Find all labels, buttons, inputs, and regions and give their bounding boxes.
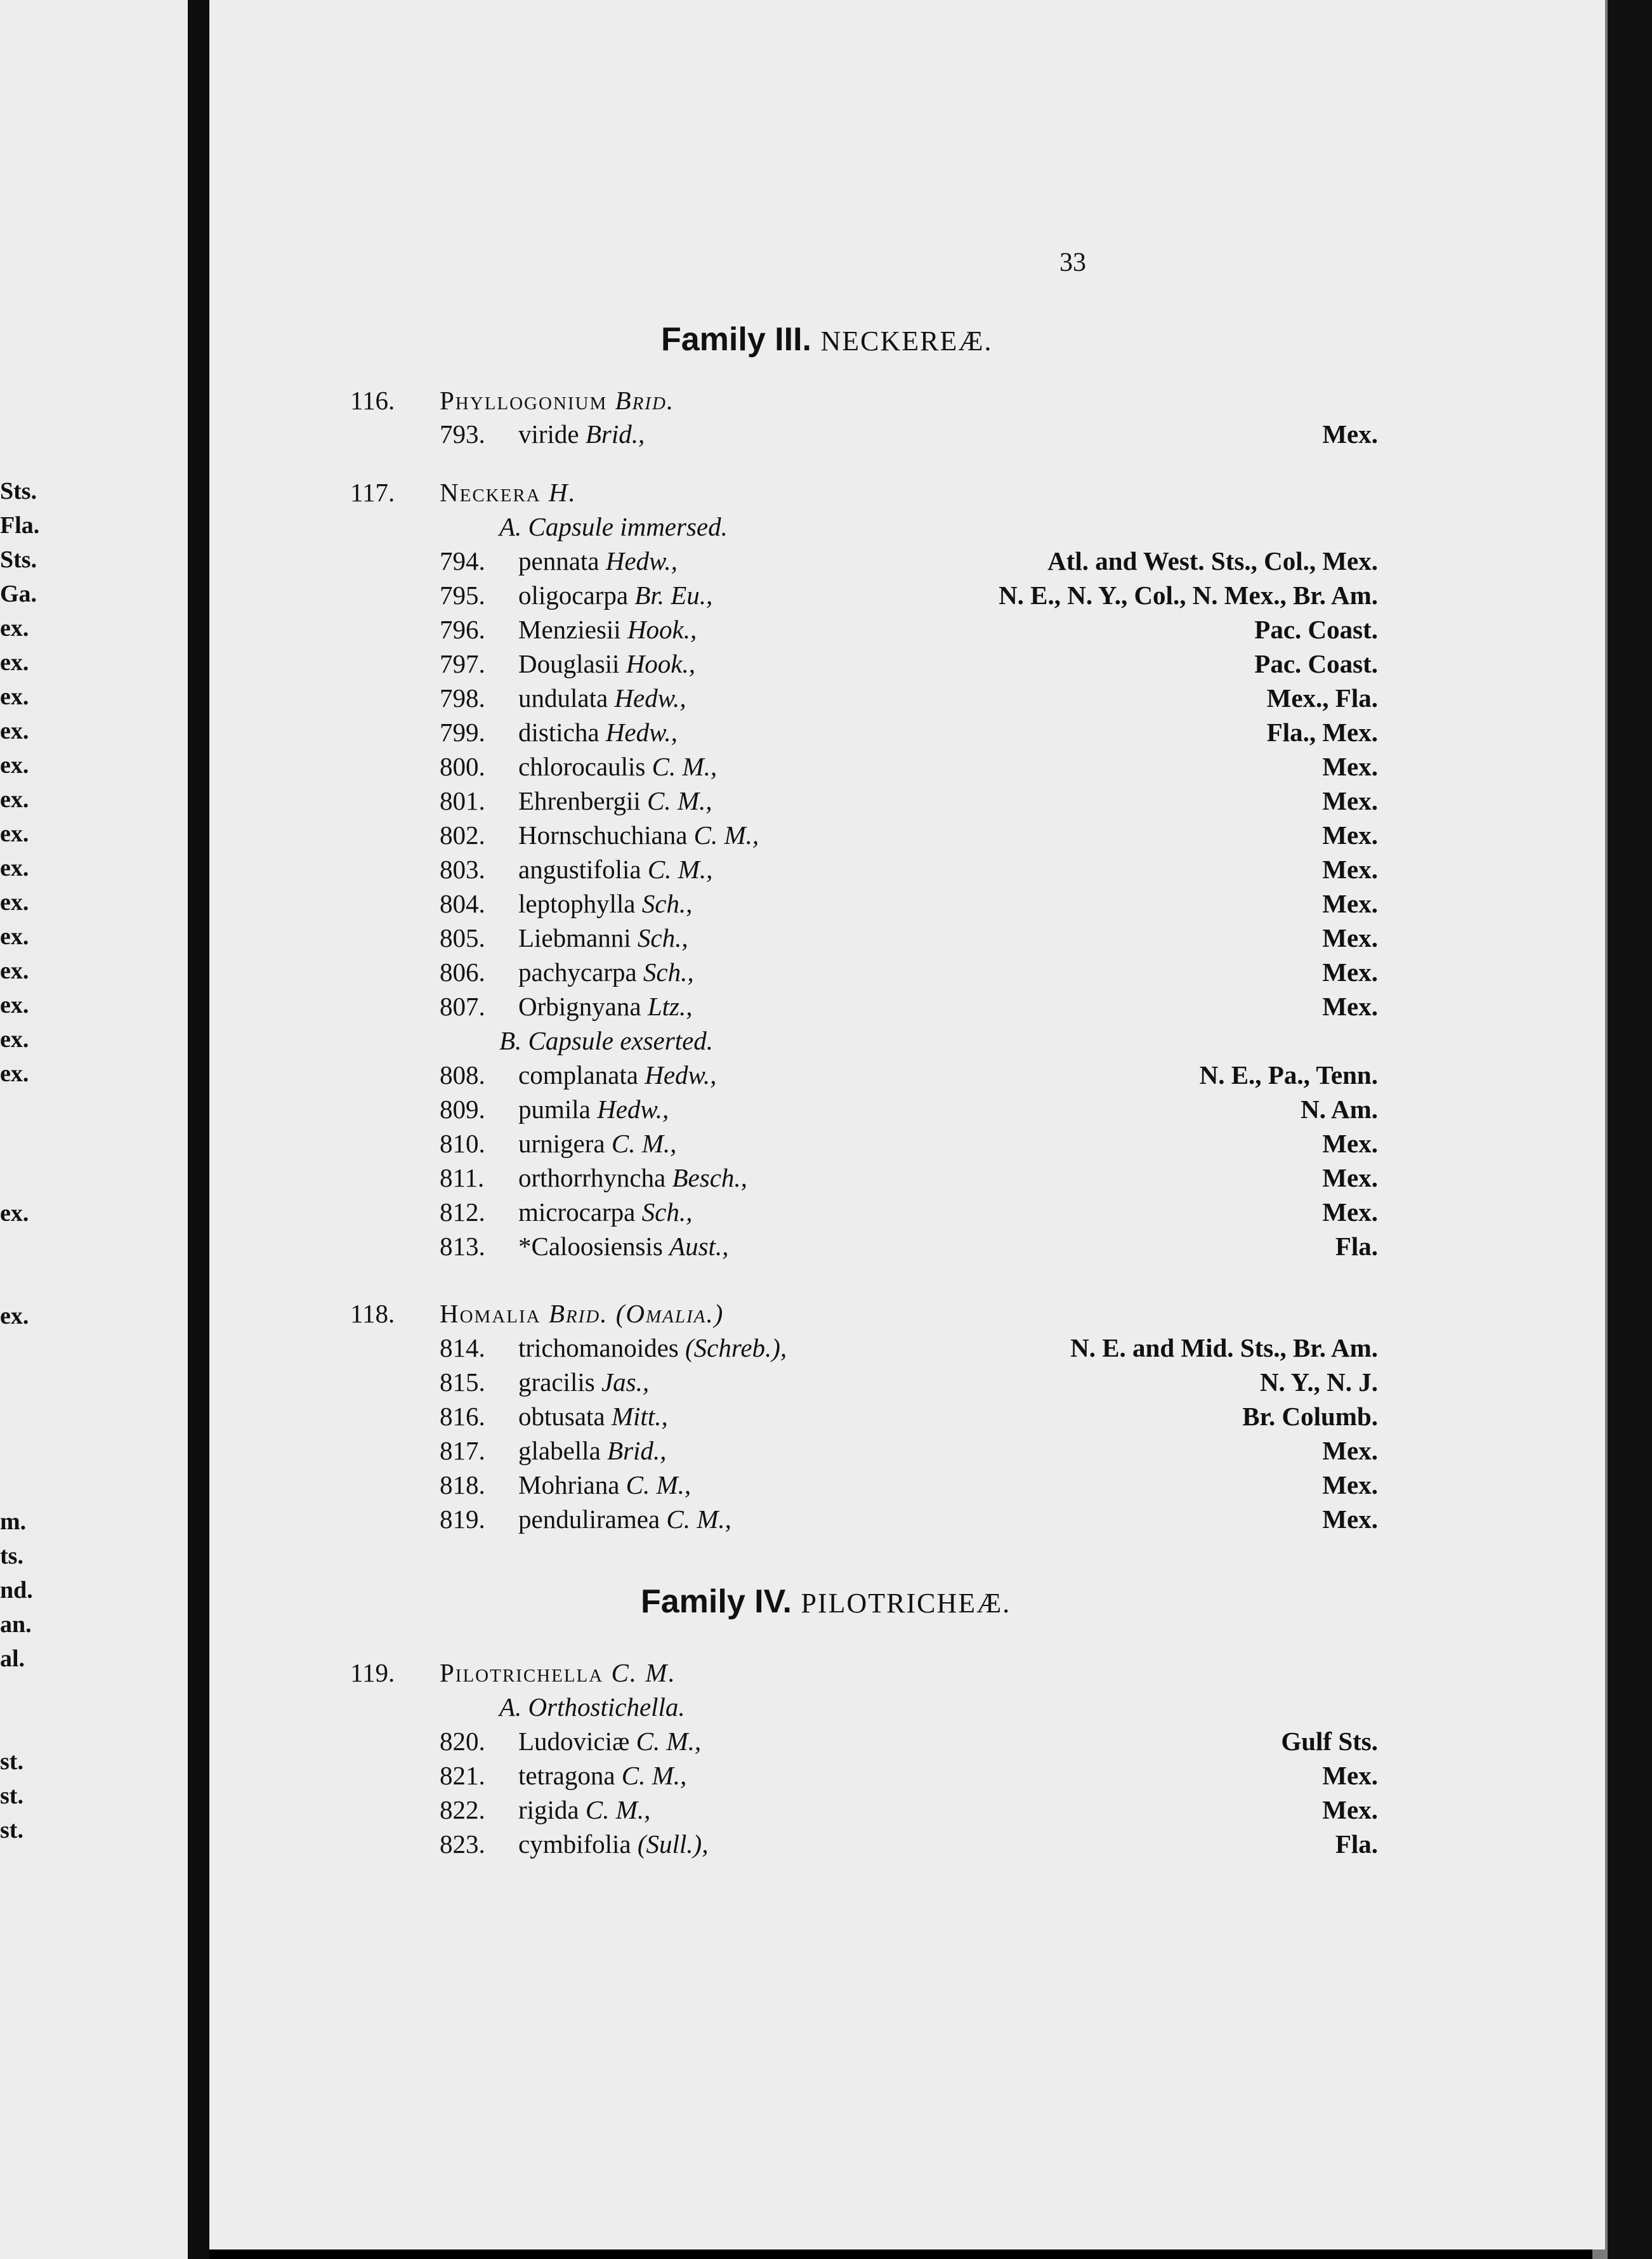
genus-row xyxy=(350,385,1378,418)
species-name: Hornschuchiana C. M., xyxy=(518,820,759,850)
genus-row xyxy=(350,1657,1378,1690)
family-heading xyxy=(661,320,992,359)
margin-fragment: Fla. xyxy=(0,512,40,539)
margin-fragment: ex. xyxy=(0,649,29,676)
distribution: N. Y., N. J. xyxy=(1259,1367,1378,1397)
margin-fragment: Ga. xyxy=(0,581,37,607)
genus-author: H. xyxy=(548,478,577,507)
genus-row xyxy=(350,477,1378,510)
genus-number: 119. xyxy=(350,1658,395,1687)
species-name: urnigera C. M., xyxy=(518,1129,677,1158)
species-name: disticha Hedw., xyxy=(518,718,678,747)
distribution: Mex. xyxy=(1322,958,1378,987)
distribution: Mex. xyxy=(1322,752,1378,781)
species-number: 805. xyxy=(440,923,485,952)
species-row xyxy=(350,1504,1378,1537)
species-number: 821. xyxy=(440,1761,485,1790)
species-name: Liebmanni Sch., xyxy=(518,923,688,952)
species-number: 803. xyxy=(440,855,485,884)
distribution: N. E. and Mid. Sts., Br. Am. xyxy=(1070,1333,1378,1362)
margin-fragment: st. xyxy=(0,1817,23,1843)
genus-number: 118. xyxy=(350,1299,395,1328)
species-row xyxy=(350,683,1378,716)
margin-fragment: ex. xyxy=(0,923,29,950)
page-number: 33 xyxy=(1059,248,1086,277)
species-row xyxy=(350,991,1378,1024)
species-name: Douglasii Hook., xyxy=(518,649,695,678)
species-name: oligocarpa Br. Eu., xyxy=(518,581,713,610)
margin-fragment: al. xyxy=(0,1645,25,1672)
species-number: 810. xyxy=(440,1129,485,1158)
species-row xyxy=(350,957,1378,990)
species-name: pumila Hedw., xyxy=(518,1095,669,1124)
species-number: 813. xyxy=(440,1232,485,1261)
species-name: Ludoviciæ C. M., xyxy=(518,1727,702,1756)
margin-fragment: ex. xyxy=(0,752,29,779)
species-number: 795. xyxy=(440,581,485,610)
species-row xyxy=(350,1726,1378,1759)
species-name: Orbignyana Ltz., xyxy=(518,992,693,1021)
species-row xyxy=(350,888,1378,921)
species-number: 806. xyxy=(440,958,485,987)
species-number: 808. xyxy=(440,1060,485,1090)
species-row xyxy=(350,546,1378,579)
distribution: Mex. xyxy=(1322,820,1378,850)
genus-name: Pilotrichella C. M. xyxy=(440,1658,676,1687)
species-row xyxy=(350,1795,1378,1828)
distribution: Br. Columb. xyxy=(1242,1402,1378,1431)
species-row xyxy=(350,786,1378,819)
genus-name: Homalia Brid. (Omalia.) xyxy=(440,1299,724,1328)
margin-fragment: m. xyxy=(0,1508,27,1535)
distribution: Fla. xyxy=(1335,1232,1378,1261)
distribution: Mex. xyxy=(1322,1197,1378,1227)
species-row xyxy=(350,614,1378,647)
species-name: Ehrenbergii C. M., xyxy=(518,786,712,815)
species-row xyxy=(350,751,1378,784)
subsection-label: A. Capsule immersed. xyxy=(499,512,728,541)
species-name: orthorrhyncha Besch., xyxy=(518,1163,747,1192)
species-number: 823. xyxy=(440,1829,485,1859)
distribution: Mex. xyxy=(1322,1795,1378,1824)
species-number: 811. xyxy=(440,1163,485,1192)
species-row xyxy=(350,1401,1378,1434)
distribution: Fla., Mex. xyxy=(1266,718,1378,747)
margin-fragment: nd. xyxy=(0,1577,33,1604)
species-number: 794. xyxy=(440,546,485,576)
species-number: 797. xyxy=(440,649,485,678)
book-page xyxy=(209,0,1605,2249)
distribution: Pac. Coast. xyxy=(1254,649,1378,678)
distribution: Mex. xyxy=(1322,1436,1378,1465)
species-name: complanata Hedw., xyxy=(518,1060,717,1090)
species-number: 816. xyxy=(440,1402,485,1431)
subsection-row xyxy=(350,1025,1378,1058)
species-name: *Caloosiensis Aust., xyxy=(518,1232,729,1261)
distribution: Mex. xyxy=(1322,1470,1378,1499)
subsection-label: A. Orthostichella. xyxy=(499,1692,685,1722)
genus-row xyxy=(350,1298,1378,1331)
species-name: pachycarpa Sch., xyxy=(518,958,694,987)
species-name: viride Brid., xyxy=(518,419,645,449)
margin-fragment: Sts. xyxy=(0,478,37,504)
species-number: 814. xyxy=(440,1333,485,1362)
genus-author: Brid. xyxy=(615,386,675,415)
margin-fragment: ex. xyxy=(0,683,29,710)
distribution: Mex. xyxy=(1322,1129,1378,1158)
margin-fragment: an. xyxy=(0,1611,32,1638)
distribution: N. Am. xyxy=(1301,1095,1378,1124)
book-gutter xyxy=(188,0,209,2259)
species-number: 796. xyxy=(440,615,485,644)
species-name: leptophylla Sch., xyxy=(518,889,693,918)
species-number: 800. xyxy=(440,752,485,781)
species-number: 793. xyxy=(440,419,485,449)
species-row xyxy=(350,1128,1378,1161)
species-number: 807. xyxy=(440,992,485,1021)
genus-author: C. M. xyxy=(611,1658,676,1687)
species-name: obtusata Mitt., xyxy=(518,1402,668,1431)
distribution: Gulf Sts. xyxy=(1281,1727,1378,1756)
species-name: chlorocaulis C. M., xyxy=(518,752,718,781)
distribution: N. E., Pa., Tenn. xyxy=(1199,1060,1378,1090)
margin-fragment: ex. xyxy=(0,855,29,881)
margin-fragment: st. xyxy=(0,1748,23,1775)
family-title: Family IV. xyxy=(641,1583,792,1620)
species-name: gracilis Jas., xyxy=(518,1367,650,1397)
margin-fragment: ts. xyxy=(0,1543,23,1569)
species-row xyxy=(350,419,1378,452)
genus-name: Phyllogonium Brid. xyxy=(440,386,675,415)
species-number: 809. xyxy=(440,1095,485,1124)
margin-fragment: st. xyxy=(0,1782,23,1809)
species-row xyxy=(350,1231,1378,1264)
species-number: 815. xyxy=(440,1367,485,1397)
species-number: 812. xyxy=(440,1197,485,1227)
species-row xyxy=(350,923,1378,956)
species-row xyxy=(350,1367,1378,1400)
family-title: Family III. xyxy=(661,321,811,358)
margin-fragment: ex. xyxy=(0,1303,29,1329)
species-row xyxy=(350,717,1378,750)
species-number: 799. xyxy=(440,718,485,747)
species-name: glabella Brid., xyxy=(518,1436,667,1465)
margin-fragment: ex. xyxy=(0,889,29,916)
species-number: 798. xyxy=(440,683,485,713)
margin-fragment: ex. xyxy=(0,786,29,813)
species-name: undulata Hedw., xyxy=(518,683,686,713)
genus-author: Brid. (Omalia.) xyxy=(548,1299,724,1328)
species-name: rigida C. M., xyxy=(518,1795,651,1824)
distribution: Mex. xyxy=(1322,889,1378,918)
species-name: pennata Hedw., xyxy=(518,546,678,576)
margin-fragment: ex. xyxy=(0,1060,29,1087)
distribution: Mex. xyxy=(1322,1163,1378,1192)
left-page-margin xyxy=(0,0,188,2259)
distribution: Mex. xyxy=(1322,855,1378,884)
species-row xyxy=(350,1197,1378,1230)
distribution: Mex. xyxy=(1322,992,1378,1021)
margin-fragment: ex. xyxy=(0,615,29,642)
species-name: microcarpa Sch., xyxy=(518,1197,693,1227)
genus-number: 117. xyxy=(350,478,395,507)
distribution: Fla. xyxy=(1335,1829,1378,1859)
family-name: PILOTRICHEÆ. xyxy=(801,1588,1011,1619)
distribution: Atl. and West. Sts., Col., Mex. xyxy=(1047,546,1378,576)
species-name: tetragona C. M., xyxy=(518,1761,687,1790)
species-row xyxy=(350,1333,1378,1366)
margin-fragment: ex. xyxy=(0,718,29,744)
distribution: Mex. xyxy=(1322,786,1378,815)
species-name: angustifolia C. M., xyxy=(518,855,713,884)
species-number: 822. xyxy=(440,1795,485,1824)
species-name: penduliramea C. M., xyxy=(518,1505,731,1534)
margin-fragment: Sts. xyxy=(0,546,37,573)
species-number: 817. xyxy=(440,1436,485,1465)
species-name: trichomanoides (Schreb.), xyxy=(518,1333,787,1362)
species-row xyxy=(350,820,1378,853)
species-row xyxy=(350,854,1378,887)
subsection-label: B. Capsule exserted. xyxy=(499,1026,714,1055)
distribution: Mex. xyxy=(1322,923,1378,952)
species-number: 820. xyxy=(440,1727,485,1756)
species-name: Menziesii Hook., xyxy=(518,615,697,644)
family-heading xyxy=(641,1583,1011,1621)
distribution: Mex. xyxy=(1322,1761,1378,1790)
species-row xyxy=(350,1435,1378,1468)
distribution: Mex. xyxy=(1322,419,1378,449)
species-number: 819. xyxy=(440,1505,485,1534)
species-number: 801. xyxy=(440,786,485,815)
family-name: NECKEREÆ. xyxy=(820,326,993,357)
species-name: cymbifolia (Sull.), xyxy=(518,1829,709,1859)
distribution: Pac. Coast. xyxy=(1254,615,1378,644)
species-number: 818. xyxy=(440,1470,485,1499)
distribution: Mex., Fla. xyxy=(1266,683,1378,713)
species-row xyxy=(350,1760,1378,1793)
margin-fragment: ex. xyxy=(0,1026,29,1053)
species-row xyxy=(350,1094,1378,1127)
species-row xyxy=(350,649,1378,682)
species-number: 802. xyxy=(440,820,485,850)
subsection-row xyxy=(350,1692,1378,1725)
species-number: 804. xyxy=(440,889,485,918)
margin-fragment: ex. xyxy=(0,958,29,984)
margin-fragment: ex. xyxy=(0,820,29,847)
species-row xyxy=(350,1829,1378,1862)
species-row xyxy=(350,580,1378,613)
distribution: Mex. xyxy=(1322,1505,1378,1534)
species-row xyxy=(350,1162,1378,1195)
genus-number: 116. xyxy=(350,386,395,415)
species-row xyxy=(350,1060,1378,1093)
species-row xyxy=(350,1470,1378,1503)
distribution: N. E., N. Y., Col., N. Mex., Br. Am. xyxy=(999,581,1378,610)
genus-name: Neckera H. xyxy=(440,478,577,507)
margin-fragment: ex. xyxy=(0,992,29,1018)
species-name: Mohriana C. M., xyxy=(518,1470,692,1499)
scan-border xyxy=(1608,0,1652,2259)
margin-fragment: ex. xyxy=(0,1200,29,1227)
subsection-row xyxy=(350,511,1378,544)
